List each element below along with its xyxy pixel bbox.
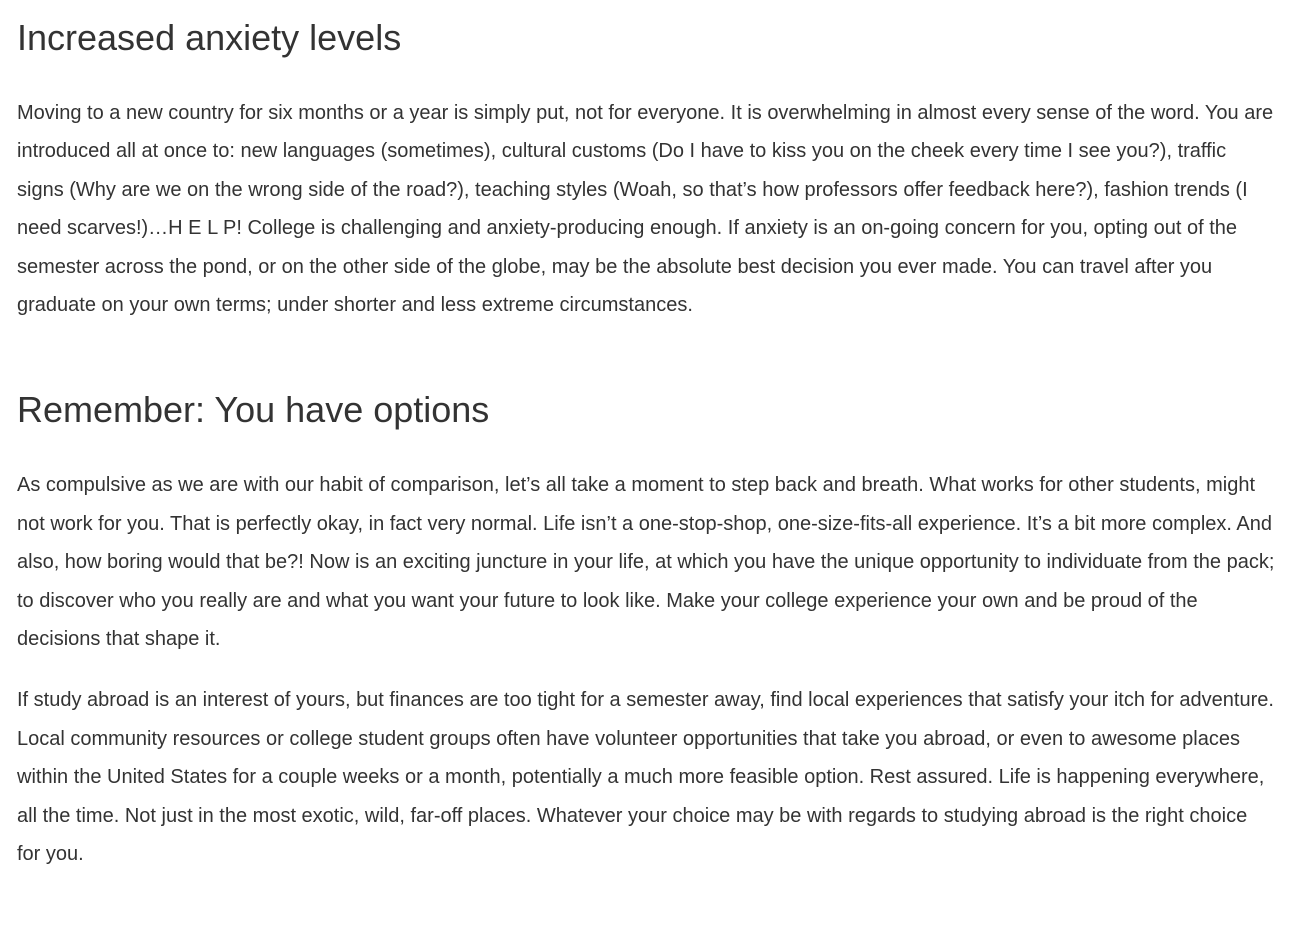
paragraph-options-comparison: As compulsive as we are with our habit of comparison, let’s all take a moment to step back and breath. What works for other students, might not work for you. That is perfectly okay, in fact very normal. Life isn’t a one-stop-shop, one-size-fits-all experience. It’s a bit more complex. And also, how boring would that be?! Now is an exciting juncture in your life, at which you have the unique opportunity to individuate from the pack; to discover who you really are and what you want your future to look like. Make your college experience your own and be proud of the decisions that shape it. [17,474,1275,651]
paragraph-anxiety: Moving to a new country for six months or a year is simply put, not for everyone. It is overwhelming in almost every sense of the word. You are introduced all at once to: new languages (sometimes), cultural customs (Do I have to kiss you on the cheek every time I see you?), traffic signs (Why are we on the wrong side of the road?), teaching styles (Woah, so that’s how professors offer feedback here?), fashion trends (I need scarves!)…H E L P! College is challenging and anxiety-producing enough. If anxiety is an on-going concern for you, opting out of the semester across the pond, or on the other side of the globe, may be the absolute best decision you ever made. You can travel after you graduate on your own terms; under shorter and less extreme circumstances. [17,102,1274,317]
section-heading-options: Remember: You have options [17,389,490,431]
section-heading-anxiety: Increased anxiety levels [17,17,402,58]
paragraph-options-local-experiences: If study abroad is an interest of yours, but finances are too tight for a semester away, find local experiences that satisfy your itch for adventure. Local community resources or college student groups often have volunteer opportunities that take you abroad, or even to awesome places within the United States for a couple weeks or a month, potentially a much more feasible option. Rest assured. Life is happening everywhere, all the time. Not just in the most exotic, wild, far-off places. Whatever your choice may be with regards to studying abroad is the right choice for you. [17,689,1274,866]
